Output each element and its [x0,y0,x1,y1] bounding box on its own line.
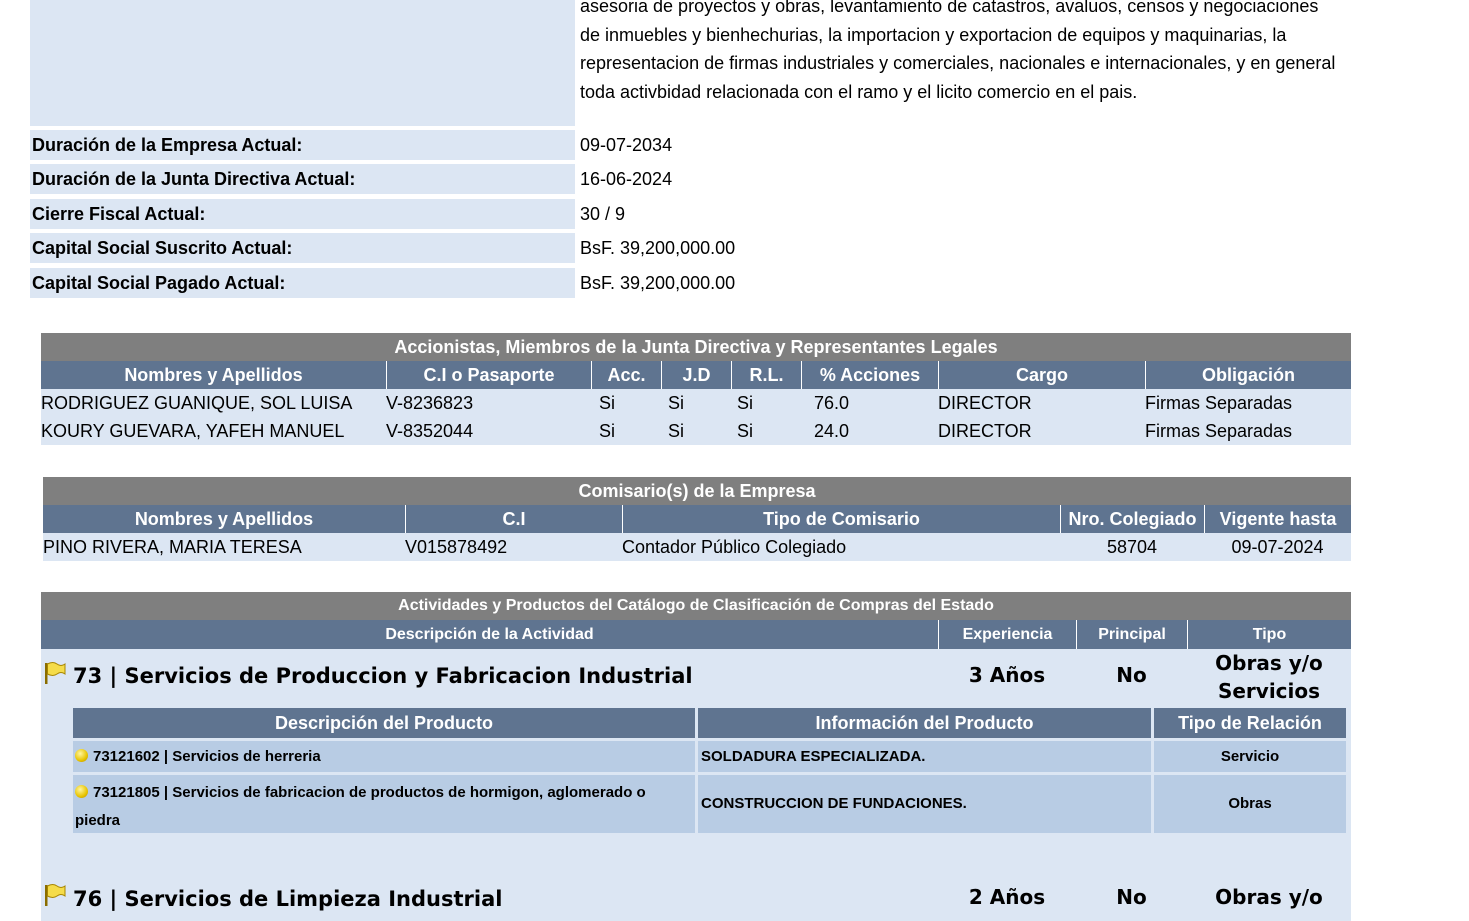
column-header: Descripción de la Actividad [385,626,594,643]
field-label: Duración de la Empresa Actual: [30,130,575,160]
column-header: Descripción del Producto [73,708,698,738]
objeto-text: asesoria de proyectos y obras, levantamiento de catastros, avaluos, censos y negociaciones de inmuebles y bienhechurias, la importacion y exportacion de equipos y maquinarias, la representacion de firmas industriales y comerciales, nacionales e internacionales, y en general toda activbidad relacionada con el ramo y el licito comercio en el pais. [580,0,1336,102]
cell-acc: Si [599,393,616,413]
product-desc [73,738,698,772]
cell-id: V-8236823 [386,393,474,413]
field-value: BsF. 39,200,000.00 [580,238,736,258]
comisarios-table [43,477,1351,561]
cell-name: KOURY GUEVARA, YAFEH MANUEL [41,421,345,441]
bullet-icon [75,749,88,762]
activity-tipo [1187,649,1351,705]
column-header: Vigente hasta [1204,505,1351,533]
table-header [43,505,1351,533]
cell-obligacion: Firmas Separadas [1145,421,1293,441]
activity-experiencia: 2 Años [968,885,1046,909]
table-caption: Accionistas, Miembros de la Junta Directiva y Representantes Legales [41,333,1351,361]
activity-principal: No [1116,663,1147,687]
activity-tipo: Obras y/o [1215,885,1323,909]
table-header [41,361,1351,389]
activity-tipo-line: Servicios [1217,679,1321,703]
cell-acc: Si [599,421,616,441]
column-header: Nro. Colegiado [1060,505,1204,533]
column-header: Información del Producto [698,708,1154,738]
products-header [73,708,1349,738]
product-desc-text: 73121602 | Servicios de herreria [93,748,321,765]
table-row [43,533,1351,561]
cell-tipo: Contador Público Colegiado [622,537,847,557]
cell-percent: 24.0 [814,421,850,441]
cell-id: V-8352044 [386,421,474,441]
objeto-label-cell [30,0,575,126]
product-info: SOLDADURA ESPECIALIZADA. [698,738,1154,772]
column-header: Experiencia [938,620,1076,649]
cell-obligacion: Firmas Separadas [1145,393,1293,413]
column-header: Nombres y Apellidos [134,509,314,529]
product-desc-text: 73121805 | Servicios de fabricacion de productos de hormigon, aglomerado o piedra [75,784,646,829]
cell-cargo: DIRECTOR [938,421,1032,441]
field-row [30,130,1350,160]
cell-rl: Si [737,421,754,441]
activity-title: 76 | Servicios de Limpieza Industrial [73,887,503,911]
column-header: Principal [1076,620,1187,649]
column-header: % Acciones [801,361,938,389]
product-row [73,738,1349,772]
field-row [30,199,1350,229]
product-rel: Servicio [1154,738,1349,772]
column-header: C.I o Pasaporte [386,361,591,389]
activity-experiencia: 3 Años [968,663,1046,687]
column-header: Tipo [1187,620,1351,649]
field-row [30,164,1350,194]
product-info: CONSTRUCCION DE FUNDACIONES. [698,772,1154,833]
field-value: BsF. 39,200,000.00 [580,273,736,293]
cell-cargo: DIRECTOR [938,393,1032,413]
field-label: Duración de la Junta Directiva Actual: [30,164,575,194]
cell-rl: Si [737,393,754,413]
bullet-icon [75,785,88,798]
column-header: Nombres y Apellidos [124,365,303,385]
field-value: 30 / 9 [580,204,626,224]
cell-percent: 76.0 [814,393,850,413]
activity-principal: No [1116,885,1147,909]
cell-id: V015878492 [405,537,508,557]
field-value: 16-06-2024 [580,169,673,189]
table-caption: Actividades y Productos del Catálogo de Clasificación de Compras del Estado [41,592,1351,620]
column-header: C.I [405,505,622,533]
cell-jd: Si [668,421,685,441]
field-row [30,233,1350,263]
column-header: J.D [661,361,731,389]
column-header: Acc. [591,361,661,389]
column-header: Cargo [938,361,1145,389]
product-row [73,772,1349,833]
activity-title: 73 | Servicios de Produccion y Fabricacion Industrial [73,664,693,688]
cell-colegiado: 58704 [1106,537,1158,557]
field-label: Capital Social Pagado Actual: [30,268,575,298]
table-header [41,620,1351,649]
field-label: Capital Social Suscrito Actual: [30,233,575,263]
field-label: Cierre Fiscal Actual: [30,199,575,229]
flag-icon [43,661,67,685]
cell-name: RODRIGUEZ GUANIQUE, SOL LUISA [41,393,353,413]
product-desc [73,772,698,833]
products-table [73,708,1349,833]
product-rel: Obras [1154,772,1349,833]
column-header: Tipo de Relación [1154,708,1349,738]
activity-tipo-line: Obras y/o [1215,651,1323,675]
table-caption: Comisario(s) de la Empresa [43,477,1351,505]
cell-name: PINO RIVERA, MARIA TERESA [43,537,302,557]
flag-icon [43,883,67,907]
column-header: Tipo de Comisario [622,505,1060,533]
field-row [30,268,1350,298]
cell-jd: Si [668,393,685,413]
cell-vigente: 09-07-2024 [1231,537,1324,557]
accionistas-table [41,333,1351,445]
field-value: 09-07-2034 [580,135,673,155]
activity-row [41,881,1351,921]
table-row [41,389,1351,417]
table-row [41,417,1351,445]
column-header: R.L. [731,361,801,389]
column-header: Obligación [1145,361,1351,389]
